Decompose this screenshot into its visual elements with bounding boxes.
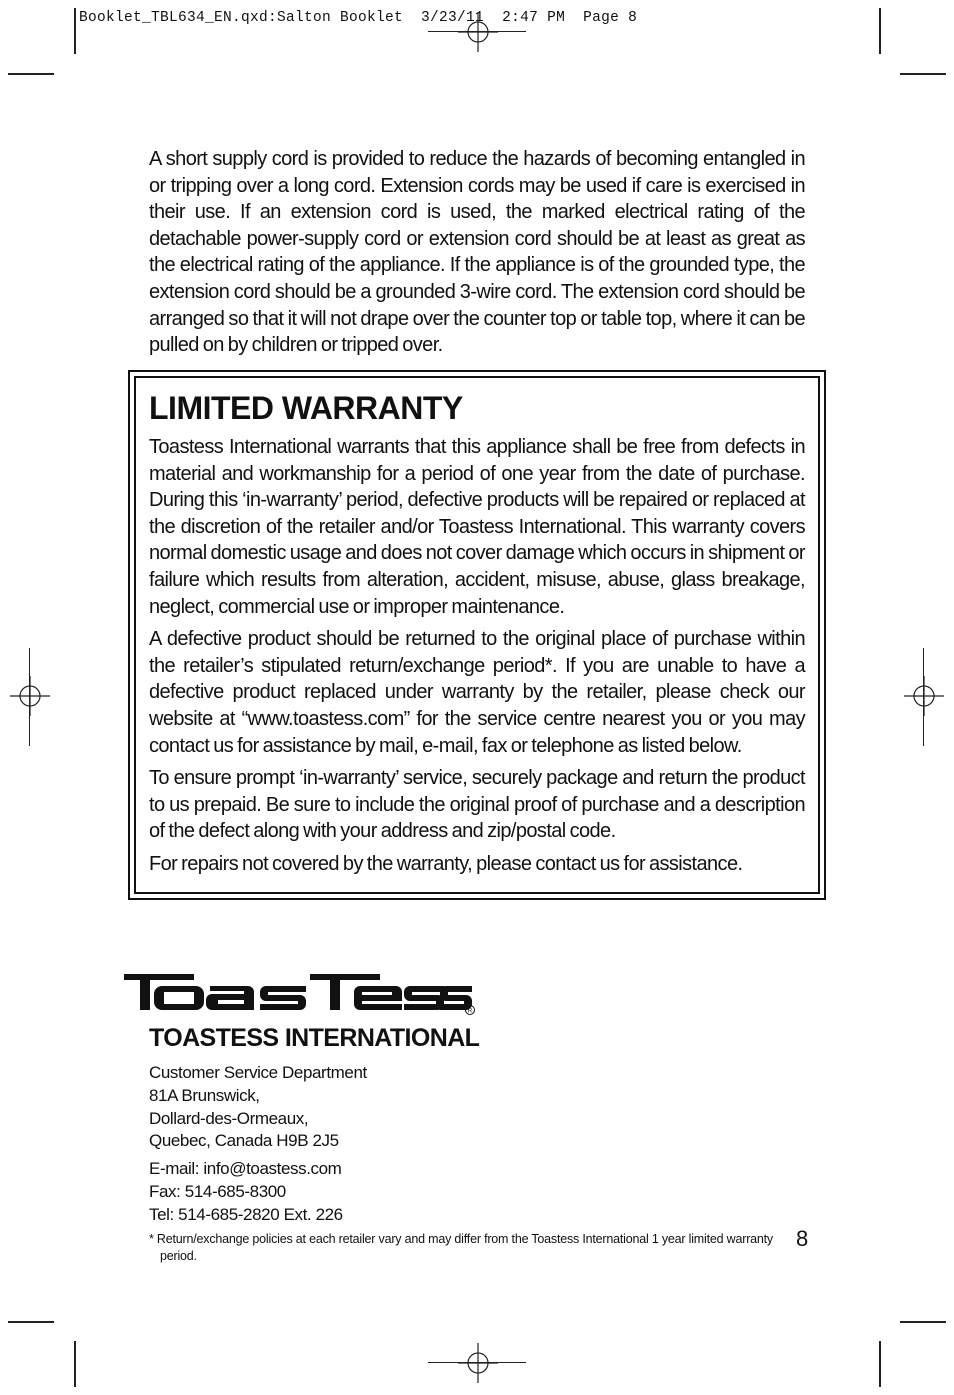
crop-mark (879, 8, 881, 54)
company-address (149, 1062, 367, 1153)
crop-mark (8, 73, 54, 75)
crop-mark (900, 1321, 946, 1323)
extension-cord-notice (149, 146, 805, 359)
registration-mark-icon (458, 1343, 498, 1383)
address-line: Dollard-des-Ormeaux, (149, 1108, 309, 1128)
crop-mark (900, 73, 946, 75)
crop-mark (879, 1341, 881, 1387)
warranty-title: LIMITED WARRANTY (149, 390, 463, 426)
crop-mark (923, 648, 924, 746)
address-line: Quebec, Canada H9B 2J5 (149, 1131, 339, 1151)
warranty-paragraph: For repairs not covered by the warranty, please contact us for assistance. (149, 852, 743, 875)
registration-mark-icon (10, 676, 50, 716)
warranty-paragraph: A defective product should be returned to the original place of purchase within the retailer’s stipulated return/exchange period*. If you are unable to have a defective product replaced under warranty by the retailer, please check our website at “www.toastess.com” for the service centre nearest you or you may contact us for assistance by mail, e-mail, fax or telephone as listed below. (149, 628, 805, 757)
toastess-logo (124, 970, 480, 1018)
company-contact (149, 1158, 343, 1226)
email-line: E-mail: info@toastess.com (149, 1159, 342, 1178)
registration-mark-icon (458, 12, 498, 52)
company-name: TOASTESS INTERNATIONAL (149, 1024, 480, 1052)
svg-text:R: R (467, 1008, 473, 1015)
crop-mark (428, 1362, 526, 1363)
crop-mark (428, 31, 526, 32)
warranty-paragraph: Toastess International warrants that this appliance shall be free from defects in material and workmanship for a period of one year from the date of purchase. During this ‘in-warranty’ period, defective products will be repaired or replaced at the discretion of the retailer and/or Toastess International. This warranty covers normal domestic usage and does not cover damage which occurs in shipment or failure which results from alteration, accident, misuse, abuse, glass breakage, neglect, commercial use or improper maintenance. (149, 436, 805, 618)
warranty-body (149, 434, 805, 884)
crop-mark (29, 648, 30, 746)
page-number: 8 (796, 1226, 808, 1251)
crop-mark (74, 1341, 76, 1387)
registration-mark-icon (904, 676, 944, 716)
crop-mark (74, 8, 76, 54)
crop-mark (8, 1321, 54, 1323)
address-line: 81A Brunswick, (149, 1085, 260, 1105)
telephone-line: Tel: 514-685-2820 Ext. 226 (149, 1204, 343, 1224)
print-slug: Booklet_TBL634_EN.qxd:Salton Booklet 3/23/11 2:47 PM Page 8 (79, 10, 638, 26)
fax-line: Fax: 514-685-8300 (149, 1181, 286, 1201)
warranty-paragraph: To ensure prompt ‘in-warranty’ service, securely package and return the product to us prepaid. Be sure to include the original proof of purchase and a description of the defect along with your address and zip/postal code. (149, 767, 805, 843)
extension-cord-paragraph: A short supply cord is provided to reduce the hazards of becoming entangled in or tripping over a long cord. Extension cords may be used if care is exercised in their use. If an extension cord is used, the marked electrical rating of the detachable power-supply cord or extension cord should be at least as great as the electrical rating of the appliance. If the appliance is of the grounded type, the extension cord should be a grounded 3-wire cord. The extension cord should be arranged so that it will not drape over the counter top or table top, where it can be pulled on by children or tripped over. (149, 148, 805, 357)
address-line: Customer Service Department (149, 1063, 367, 1082)
return-policy-footnote: * Return/exchange policies at each retailer vary and may differ from the Toastess International 1 year limited warranty period. (149, 1232, 773, 1263)
